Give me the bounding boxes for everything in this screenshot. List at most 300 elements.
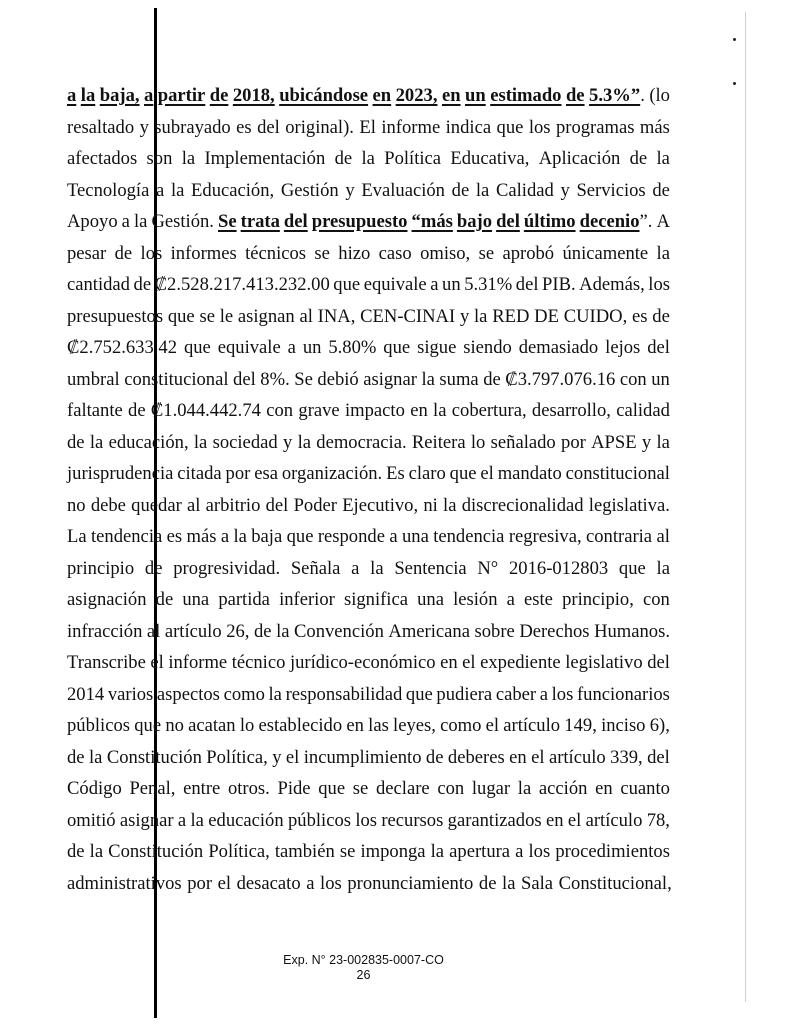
word: Política, bbox=[208, 841, 270, 862]
word: 2023, bbox=[395, 85, 438, 106]
word: en bbox=[595, 778, 613, 799]
word: el bbox=[150, 652, 164, 673]
word: únicamente bbox=[562, 242, 649, 264]
word: 8%. bbox=[260, 368, 290, 390]
word: constitucional bbox=[565, 463, 670, 484]
scan-speck bbox=[733, 82, 736, 85]
word: deberes bbox=[447, 746, 505, 768]
word: 2018, bbox=[232, 85, 275, 106]
word: La bbox=[67, 526, 87, 547]
word: la bbox=[443, 494, 457, 516]
word: de bbox=[67, 841, 85, 862]
word: es bbox=[236, 116, 252, 138]
word: de bbox=[565, 85, 585, 106]
word: sigue bbox=[417, 337, 457, 358]
word: Implementación bbox=[204, 148, 326, 169]
word: que bbox=[383, 337, 411, 358]
word: calidad bbox=[616, 400, 670, 421]
text-line bbox=[67, 269, 670, 301]
word: legislativa. bbox=[588, 494, 670, 516]
word: desacato bbox=[236, 872, 301, 894]
word: bajo bbox=[456, 211, 493, 232]
word: pesar bbox=[67, 242, 107, 264]
word: ₡1.044.442.74 bbox=[150, 400, 261, 421]
word: un bbox=[465, 85, 486, 106]
word: debió bbox=[317, 368, 359, 390]
word: a bbox=[287, 337, 296, 358]
word: a bbox=[177, 809, 187, 831]
word: asignar bbox=[119, 809, 174, 831]
word: técnico bbox=[231, 652, 286, 673]
word: de bbox=[652, 179, 670, 201]
case-number: Exp. N° 23-002835-0007-CO bbox=[283, 953, 444, 967]
text-line bbox=[67, 584, 670, 616]
word: “más bbox=[411, 211, 453, 232]
word: omitió bbox=[67, 809, 116, 831]
word: los bbox=[140, 242, 163, 264]
word: y bbox=[345, 179, 355, 201]
word: técnicos bbox=[245, 242, 307, 264]
word: asignación bbox=[67, 589, 147, 610]
word: sociedad bbox=[212, 431, 278, 453]
word: PIB. bbox=[542, 274, 576, 295]
word: la bbox=[268, 683, 282, 705]
word: lejos bbox=[605, 337, 641, 358]
word: pudiera bbox=[436, 683, 493, 705]
text-line bbox=[67, 458, 670, 490]
word: al bbox=[656, 526, 670, 547]
word: la bbox=[170, 179, 185, 201]
word: resaltado bbox=[67, 116, 135, 138]
word: la bbox=[89, 841, 104, 862]
word: la bbox=[133, 211, 148, 232]
word: a bbox=[121, 211, 130, 232]
word: Calidad bbox=[495, 179, 554, 201]
word: trata bbox=[240, 211, 280, 232]
word: los bbox=[528, 841, 551, 862]
word: presupuesto bbox=[311, 211, 408, 232]
word: de bbox=[67, 431, 85, 453]
word: Educación, bbox=[191, 179, 275, 201]
word: la bbox=[80, 85, 96, 106]
word: del bbox=[233, 368, 256, 390]
text-line bbox=[67, 521, 670, 553]
word: Se bbox=[294, 368, 313, 390]
word: Servicios bbox=[576, 179, 646, 201]
word: tendencia bbox=[91, 526, 163, 547]
word: la bbox=[193, 431, 208, 453]
word: cobertura, bbox=[451, 400, 527, 421]
word: responsabilidad bbox=[285, 683, 403, 705]
text-line bbox=[67, 427, 670, 459]
word: le bbox=[219, 305, 234, 327]
word: original). bbox=[285, 116, 354, 138]
word: señalado bbox=[490, 431, 556, 453]
word: del bbox=[283, 211, 308, 232]
word: 6), bbox=[649, 715, 670, 736]
word: equivale bbox=[217, 337, 281, 358]
text-line bbox=[67, 773, 670, 805]
word: Política bbox=[384, 148, 442, 169]
word: imponga bbox=[360, 841, 426, 862]
word: que bbox=[405, 683, 433, 705]
word: partir bbox=[157, 85, 206, 106]
word: Sentencia bbox=[394, 557, 467, 579]
word: al bbox=[299, 305, 313, 327]
word: Señala bbox=[290, 557, 341, 579]
word: de bbox=[451, 179, 470, 201]
word: la bbox=[656, 148, 670, 169]
word: en bbox=[372, 85, 392, 106]
word: 2016-012803 bbox=[509, 557, 609, 579]
word: la bbox=[89, 431, 104, 453]
text-line bbox=[67, 395, 670, 427]
word: un bbox=[302, 337, 322, 358]
word: CEN-CINAI bbox=[360, 305, 456, 327]
word: se bbox=[199, 305, 215, 327]
word: la bbox=[421, 368, 435, 390]
word: que bbox=[134, 715, 162, 736]
word: asignar bbox=[363, 368, 417, 390]
word: legislativo bbox=[565, 652, 643, 673]
word: un bbox=[442, 274, 461, 295]
word: en bbox=[509, 746, 527, 768]
word: incumplimiento bbox=[303, 746, 422, 768]
word: jurídico-económico bbox=[289, 652, 436, 673]
text-line bbox=[67, 112, 670, 144]
word: los bbox=[551, 683, 574, 705]
text-line bbox=[67, 490, 670, 522]
word: la bbox=[276, 620, 290, 642]
word: funcionarios bbox=[576, 683, 670, 705]
word: lugar bbox=[471, 778, 511, 799]
word: una bbox=[417, 589, 444, 610]
word: claro bbox=[408, 463, 446, 484]
text-line bbox=[67, 206, 670, 238]
word: CUIDO, bbox=[563, 305, 628, 327]
word: por bbox=[187, 872, 213, 894]
word: en bbox=[545, 809, 564, 831]
word: de bbox=[155, 589, 174, 610]
word: y bbox=[272, 746, 282, 768]
word: a bbox=[515, 841, 524, 862]
word: la bbox=[430, 841, 445, 862]
text-line bbox=[67, 238, 670, 270]
word: la bbox=[233, 526, 247, 547]
word: lesión bbox=[453, 589, 498, 610]
word: cantidad bbox=[67, 274, 130, 295]
word: Americana bbox=[388, 620, 470, 642]
word: educación, bbox=[108, 431, 189, 453]
word: aprobó bbox=[502, 242, 555, 264]
word: desarrollo, bbox=[531, 400, 611, 421]
word: entre bbox=[183, 778, 221, 799]
word: Apoyo bbox=[67, 211, 118, 232]
word: jurisprudencia bbox=[67, 463, 174, 484]
word: la bbox=[474, 305, 488, 327]
text-line bbox=[67, 616, 670, 648]
word: responde bbox=[317, 526, 385, 547]
word: una bbox=[182, 589, 210, 610]
word: quedar bbox=[131, 494, 182, 516]
word: Ejecutivo, bbox=[342, 494, 419, 516]
word: es bbox=[632, 305, 648, 327]
text-line bbox=[67, 332, 670, 364]
text-line bbox=[67, 742, 670, 774]
text-line bbox=[67, 836, 670, 868]
word: acatan bbox=[188, 715, 236, 736]
word: la bbox=[475, 179, 490, 201]
word: grave bbox=[298, 400, 340, 421]
word: en bbox=[441, 85, 461, 106]
word: apertura bbox=[449, 841, 511, 862]
word: garantizados bbox=[447, 809, 542, 831]
word: Constitución bbox=[108, 841, 204, 862]
word: el bbox=[217, 872, 232, 894]
word: ni bbox=[423, 494, 438, 516]
text-line bbox=[67, 868, 670, 900]
word: varios bbox=[107, 683, 154, 705]
word: Es bbox=[386, 463, 405, 484]
word: administrativos bbox=[67, 872, 182, 894]
word: de bbox=[253, 620, 272, 642]
word: también bbox=[274, 841, 335, 862]
word: la bbox=[656, 557, 670, 579]
word: principio, bbox=[562, 589, 634, 610]
word: Convención bbox=[294, 620, 384, 642]
word: la bbox=[502, 872, 516, 894]
word: a bbox=[389, 526, 398, 547]
text-line bbox=[67, 143, 670, 175]
word: baja bbox=[251, 526, 283, 547]
word: Transcribe bbox=[67, 652, 146, 673]
word: informes bbox=[170, 242, 237, 264]
word: asignan bbox=[237, 305, 295, 327]
word: partida bbox=[218, 589, 270, 610]
text-line bbox=[67, 80, 670, 112]
word: y bbox=[139, 116, 149, 138]
word: a bbox=[539, 683, 548, 705]
page-number: 26 bbox=[356, 968, 371, 982]
word: que bbox=[496, 116, 524, 138]
word: de bbox=[209, 85, 229, 106]
word: de bbox=[629, 148, 648, 169]
word: el bbox=[567, 809, 582, 831]
word: 78, bbox=[646, 809, 670, 831]
word: cuanto bbox=[620, 778, 670, 799]
word: sobre bbox=[474, 620, 515, 642]
word: al bbox=[146, 620, 161, 642]
word: democracia. bbox=[316, 431, 407, 453]
word: en bbox=[410, 400, 428, 421]
word: la bbox=[190, 809, 204, 831]
word: constitucional bbox=[124, 368, 229, 390]
word: Educativa, bbox=[450, 148, 530, 169]
word: se bbox=[478, 242, 495, 264]
word: que bbox=[183, 337, 211, 358]
word: que bbox=[449, 463, 477, 484]
word: artículo bbox=[503, 715, 561, 736]
word: arbitrio bbox=[205, 494, 261, 516]
word: artículo bbox=[585, 809, 643, 831]
word: acción bbox=[538, 778, 588, 799]
word: la bbox=[88, 746, 103, 768]
word: las bbox=[368, 715, 389, 736]
word: contraria bbox=[585, 526, 653, 547]
word: la bbox=[297, 431, 311, 453]
word: infracción bbox=[67, 620, 143, 642]
word: más bbox=[639, 116, 670, 138]
word: estimado bbox=[490, 85, 562, 106]
word: Gestión. bbox=[151, 211, 214, 232]
word: (lo bbox=[649, 85, 670, 106]
word: aspectos bbox=[156, 683, 220, 705]
word: equivale bbox=[363, 274, 427, 295]
word: RED bbox=[492, 305, 530, 327]
word: ubicándose bbox=[279, 85, 369, 106]
page-right-edge bbox=[745, 12, 746, 1002]
word: una bbox=[401, 526, 429, 547]
word: del bbox=[515, 274, 539, 295]
word: que bbox=[286, 526, 314, 547]
word: los bbox=[355, 809, 378, 831]
word: ₡2.528.217.413.232.00 bbox=[154, 274, 330, 295]
word: la bbox=[370, 557, 384, 579]
word: 26, bbox=[226, 620, 250, 642]
word: es bbox=[166, 526, 183, 547]
word: recursos bbox=[381, 809, 444, 831]
word: ₡3.797.076.16 bbox=[505, 368, 616, 390]
word: por bbox=[225, 463, 251, 484]
word: Constitución bbox=[106, 746, 202, 768]
word: y bbox=[282, 431, 293, 453]
word: citada bbox=[177, 463, 222, 484]
word: los bbox=[320, 872, 342, 894]
word: El bbox=[359, 116, 376, 138]
word: Evaluación bbox=[361, 179, 445, 201]
word: discrecionalidad bbox=[461, 494, 584, 516]
word: 2014 bbox=[67, 683, 105, 705]
word: la bbox=[656, 431, 670, 453]
word: más bbox=[186, 526, 217, 547]
word: de bbox=[133, 274, 152, 295]
word: el bbox=[285, 746, 300, 768]
word: de bbox=[144, 557, 163, 579]
word: y bbox=[459, 305, 470, 327]
word: con bbox=[266, 400, 294, 421]
word: como bbox=[440, 715, 482, 736]
word: en bbox=[440, 652, 458, 673]
word: lo bbox=[470, 431, 486, 453]
word: decenio”. bbox=[579, 211, 653, 232]
word: a bbox=[351, 557, 360, 579]
word: esa bbox=[254, 463, 278, 484]
word: 339, bbox=[610, 746, 643, 768]
word: ₡2.752.633.42 bbox=[67, 337, 178, 358]
word: a bbox=[156, 179, 165, 201]
scan-speck bbox=[733, 38, 736, 41]
word: del bbox=[257, 116, 280, 138]
word: la bbox=[656, 242, 670, 264]
word: declare bbox=[375, 778, 430, 799]
word: Penal, bbox=[129, 778, 176, 799]
word: que bbox=[167, 305, 195, 327]
word: la bbox=[181, 148, 196, 169]
word: Código bbox=[67, 778, 122, 799]
word: Tecnología bbox=[67, 179, 150, 201]
word: subrayado bbox=[154, 116, 231, 138]
word: presupuestos bbox=[67, 305, 164, 327]
word: de bbox=[128, 400, 146, 421]
word: significa bbox=[343, 589, 408, 610]
word: se bbox=[314, 242, 330, 264]
word: el bbox=[531, 746, 545, 768]
text-line bbox=[67, 364, 670, 396]
word: al bbox=[187, 494, 201, 516]
word: DE bbox=[534, 305, 559, 327]
word: Reitera bbox=[411, 431, 466, 453]
word: mandato bbox=[497, 463, 562, 484]
word: de bbox=[334, 148, 353, 169]
word: siendo bbox=[463, 337, 512, 358]
word: son bbox=[146, 148, 173, 169]
word: Gestión bbox=[280, 179, 339, 201]
word: progresividad. bbox=[173, 557, 281, 579]
word: INA, bbox=[317, 305, 356, 327]
word: que bbox=[333, 274, 361, 295]
word: Pide bbox=[277, 778, 311, 799]
word: a bbox=[306, 872, 315, 894]
word: artículo bbox=[548, 746, 606, 768]
word: del bbox=[647, 337, 670, 358]
word: informe bbox=[381, 116, 441, 138]
word: APSE bbox=[591, 431, 637, 453]
word: establecido bbox=[258, 715, 343, 736]
word: en bbox=[346, 715, 364, 736]
word: informe bbox=[168, 652, 228, 673]
word: 5.3%”. bbox=[589, 85, 645, 106]
word: Derechos bbox=[519, 620, 590, 642]
word: el bbox=[485, 715, 500, 736]
word: del bbox=[647, 746, 670, 768]
word: Poder bbox=[293, 494, 337, 516]
word: expediente bbox=[480, 652, 561, 673]
word: caso bbox=[378, 242, 412, 264]
word: por bbox=[561, 431, 586, 453]
word: procedimientos bbox=[555, 841, 670, 862]
word: educación bbox=[208, 809, 284, 831]
word: la bbox=[433, 400, 447, 421]
word: a bbox=[220, 526, 230, 547]
text-line bbox=[67, 553, 670, 585]
word: se bbox=[352, 778, 369, 799]
word: que bbox=[618, 557, 646, 579]
word: 5.80% bbox=[328, 337, 377, 358]
word: y bbox=[560, 179, 570, 201]
word: pronunciamiento bbox=[347, 872, 474, 894]
word: del bbox=[647, 652, 670, 673]
word: artículo bbox=[164, 620, 222, 642]
word: principio bbox=[67, 557, 135, 579]
word: impacto bbox=[344, 400, 405, 421]
word: regresiva, bbox=[508, 526, 582, 547]
word: a bbox=[67, 85, 77, 106]
word: públicos bbox=[67, 715, 131, 736]
word: no bbox=[165, 715, 184, 736]
word: de bbox=[67, 746, 85, 768]
word: otros. bbox=[227, 778, 270, 799]
word: Aplicación bbox=[538, 148, 621, 169]
